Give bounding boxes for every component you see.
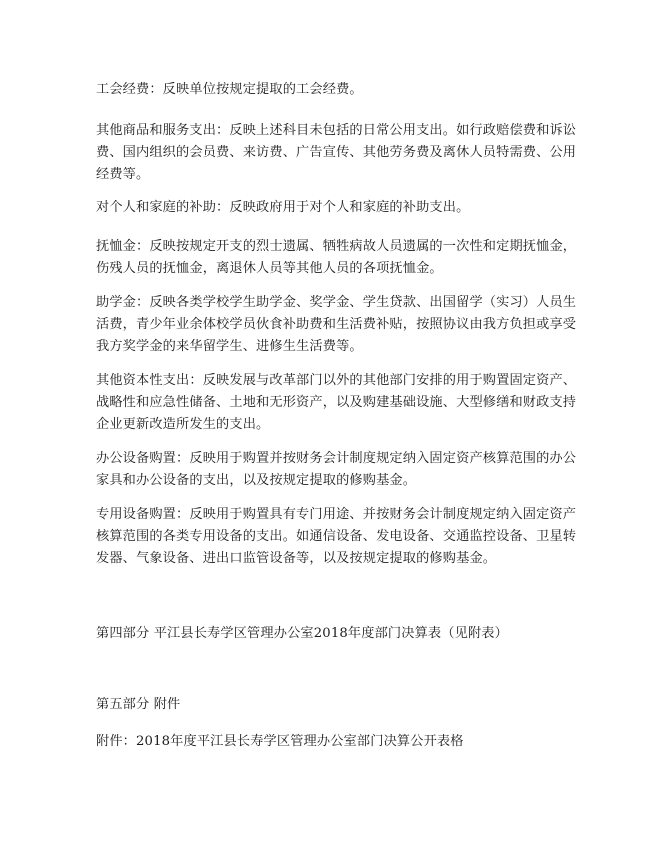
paragraph-student-aid — [96, 292, 577, 358]
paragraph-attachment — [96, 731, 566, 753]
paragraph-subsidies-to-individuals — [96, 197, 566, 219]
text-line: 其他资本性支出：反映发展与改革部门以外的其他部门安排的用于购置固定资产、 — [96, 373, 577, 388]
text-line: 活费，青少年业余体校学员伙食补助费和生活费补贴，按照协议由我方负担或享受 — [96, 317, 577, 332]
text-line: 核算范围的各类专用设备的支出。如通信设备、发电设备、交通监控设备、卫星转 — [96, 529, 577, 544]
text-line: 办公设备购置：反映用于购置并按财务会计制度规定纳入固定资产核算范围的办公 — [96, 451, 577, 466]
section-heading-part-four — [96, 623, 566, 645]
paragraph-office-equipment — [96, 448, 577, 492]
text-line: 助学金：反映各类学校学生助学金、奖学金、学生贷款、出国留学（实习）人员生 — [96, 295, 577, 310]
section-heading-part-five — [96, 694, 566, 716]
paragraph-pension — [96, 236, 577, 280]
text-line: 附件：2018年度平江县长寿学区管理办公室部门决算公开表格 — [96, 734, 464, 749]
text-line: 发器、气象设备、进出口监管设备等，以及按规定提取的修购基金。 — [96, 551, 497, 566]
text-line: 抚恤金：反映按规定开支的烈士遗属、牺牲病故人员遗属的一次性和定期抚恤金， — [96, 239, 577, 254]
paragraph-other-capital-expenditure — [96, 370, 577, 436]
paragraph-other-goods-services — [96, 120, 577, 186]
paragraph-union-fees — [96, 79, 566, 101]
text-line: 第四部分 平江县长寿学区管理办公室2018年度部门决算表（见附表） — [96, 626, 508, 641]
text-line: 伤残人员的抚恤金，离退休人员等其他人员的各项抚恤金。 — [96, 261, 443, 276]
text-line: 家具和办公设备的支出，以及按规定提取的修购基金。 — [96, 473, 417, 488]
text-line: 费、国内组织的会员费、来访费、广告宣传、其他劳务费及离休人员特需费、公用 — [96, 145, 577, 160]
text-line: 战略性和应急性储备、土地和无形资产，以及购建基础设施、大型修缮和财政支持 — [96, 395, 577, 410]
text-line: 我方奖学金的来华留学生、进修生生活费等。 — [96, 339, 363, 354]
text-line: 第五部分 附件 — [96, 697, 181, 712]
text-line: 工会经费：反映单位按规定提取的工会经费。 — [96, 82, 363, 97]
text-line: 专用设备购置：反映用于购置具有专门用途、并按财务会计制度规定纳入固定资产 — [96, 507, 577, 522]
text-line: 经费等。 — [96, 167, 150, 182]
text-line: 对个人和家庭的补助：反映政府用于对个人和家庭的补助支出。 — [96, 200, 470, 215]
text-line: 企业更新改造所发生的支出。 — [96, 417, 270, 432]
text-line: 其他商品和服务支出：反映上述科目未包括的日常公用支出。如行政赔偿费和诉讼 — [96, 123, 577, 138]
paragraph-special-equipment — [96, 504, 577, 570]
